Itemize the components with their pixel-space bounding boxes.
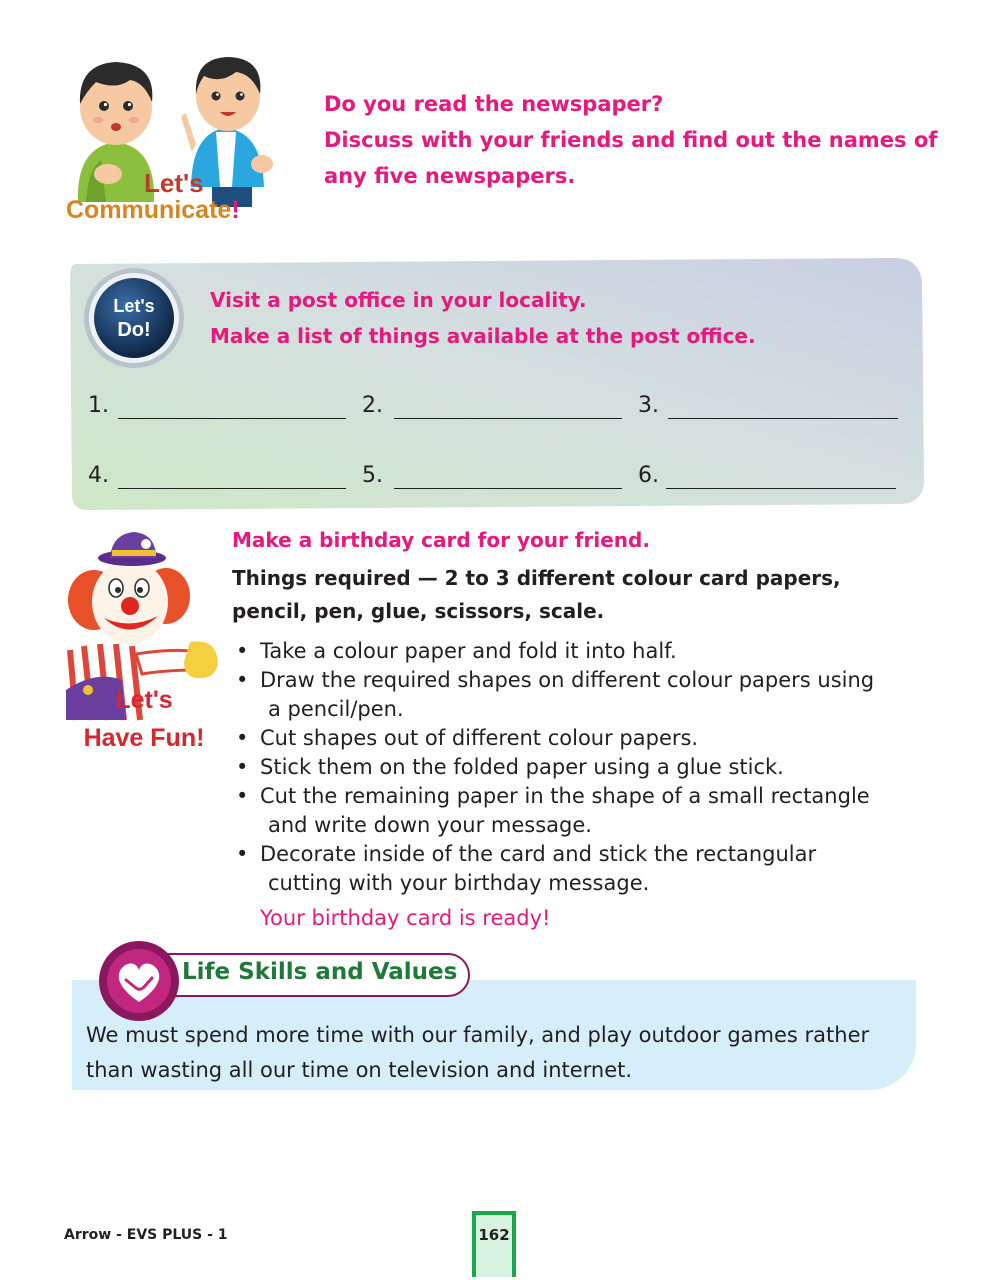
lets-do-instructions <box>210 282 756 354</box>
blank-number: 3. <box>638 393 659 418</box>
blank-number: 6. <box>638 463 659 488</box>
blank-number: 4. <box>88 463 109 488</box>
life-skills-text <box>86 1018 869 1088</box>
life-skills-line: than wasting all our time on television and internet. <box>86 1058 633 1082</box>
requirements-line: Things required — 2 to 3 different colour card papers, <box>232 566 841 590</box>
lets-do-badge-line1: Let's <box>113 296 155 316</box>
communicate-line: Do you read the newspaper? <box>324 92 664 116</box>
step-text: Stick them on the folded paper using a glue stick. <box>260 755 784 779</box>
communicate-label-word: Communicate <box>66 196 232 222</box>
answer-blank-3[interactable] <box>638 393 900 423</box>
requirements-line: pencil, pen, glue, scissors, scale. <box>232 599 605 623</box>
answer-blank-2[interactable] <box>362 393 622 423</box>
clown-illustration <box>66 530 221 760</box>
bullet-icon: • <box>236 842 249 866</box>
answer-blank-4[interactable] <box>88 463 346 493</box>
step-text: Cut the remaining paper in the shape of a small rectangle <box>260 784 870 808</box>
steps-list <box>232 637 932 898</box>
communicate-line: Discuss with your friends and find out the names of <box>324 128 938 152</box>
list-item <box>232 782 932 840</box>
bullet-icon: • <box>236 784 249 808</box>
blank-number: 5. <box>362 463 383 488</box>
blank-number: 1. <box>88 393 109 418</box>
list-item <box>232 724 932 753</box>
lets-do-badge-line2: Do! <box>117 319 151 341</box>
blank-line <box>394 488 622 489</box>
communicate-label-lets: Let's <box>144 168 204 198</box>
fun-label-line1: Let's <box>115 686 173 714</box>
step-text: a pencil/pen. <box>268 697 404 721</box>
answer-blank-5[interactable] <box>362 463 622 493</box>
page-number: 162 <box>478 1226 510 1244</box>
step-text: Draw the required shapes on different colour papers using <box>260 668 875 692</box>
blank-line <box>118 488 346 489</box>
bullet-icon: • <box>236 755 249 779</box>
list-item <box>232 753 932 782</box>
fun-label-line2: Have Fun! <box>83 724 205 752</box>
answer-blank-6[interactable] <box>638 463 896 493</box>
communicate-question <box>324 86 944 194</box>
list-item <box>232 637 932 666</box>
activity-title: Make a birthday card for your friend. <box>232 528 650 552</box>
list-item <box>232 840 932 898</box>
bullet-icon: • <box>236 726 249 750</box>
answer-blank-1[interactable] <box>88 393 346 423</box>
step-text: Cut shapes out of different colour papers. <box>260 726 699 750</box>
step-text: Decorate inside of the card and stick the rectangular <box>260 842 817 866</box>
blank-number: 2. <box>362 393 383 418</box>
lets-communicate-illustration <box>66 52 281 222</box>
blank-line <box>118 418 346 419</box>
lets-do-line: Visit a post office in your locality. <box>210 288 587 312</box>
list-item <box>232 666 932 724</box>
svg-text:Communicate! <box>66 196 240 222</box>
blank-line <box>666 488 896 489</box>
lets-do-line: Make a list of things available at the post office. <box>210 324 756 348</box>
book-title: Arrow - EVS PLUS - 1 <box>64 1227 228 1243</box>
page-number-box <box>472 1211 516 1277</box>
step-text: Take a colour paper and fold it into half. <box>260 639 677 663</box>
handshake-heart-icon <box>98 940 180 1022</box>
blank-line <box>668 418 898 419</box>
bullet-icon: • <box>236 668 249 692</box>
life-skills-title: Life Skills and Values <box>182 959 458 985</box>
things-required <box>232 562 841 628</box>
lets-do-badge <box>80 264 188 372</box>
communicate-line: any five newspapers. <box>324 164 576 188</box>
communicate-label-bang: ! <box>231 196 240 222</box>
step-text: and write down your message. <box>268 813 592 837</box>
boy-left-illustration <box>78 62 154 202</box>
closing-text: Your birthday card is ready! <box>260 906 551 930</box>
step-text: cutting with your birthday message. <box>268 871 650 895</box>
life-skills-line: We must spend more time with our family, and play outdoor games rather <box>86 1023 870 1047</box>
blank-line <box>394 418 622 419</box>
bullet-icon: • <box>236 639 249 663</box>
